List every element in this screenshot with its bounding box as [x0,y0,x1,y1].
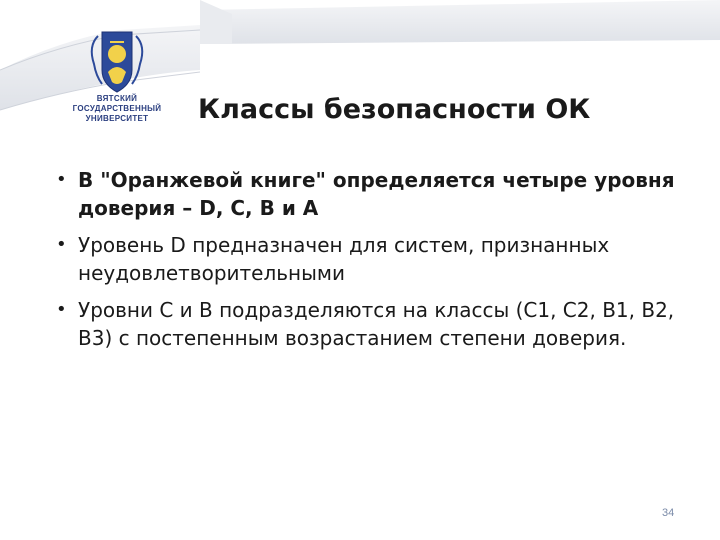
bullet-item-2 [48,231,688,287]
logo-line-2: ГОСУДАРСТВЕННЫЙ [72,104,162,113]
bullet-text-3: Уровни C и B подразделяются на классы (C1, C2, B1, B2, B3) с постепенным возрастанием степени доверия. [78,298,675,350]
university-logo-text [58,94,176,124]
page-number: 34 [662,507,675,519]
bullet-item-1 [48,166,688,222]
logo-line-3: УНИВЕРСИТЕТ [85,114,149,123]
bullet-dot-icon: • [56,169,67,190]
bullet-item-3 [48,296,688,352]
bullet-list [48,166,688,361]
slide-title: Классы безопасности ОК [198,94,591,125]
bullet-text-2: Уровень D предназначен для систем, признанных неудовлетворительными [78,233,610,285]
bullet-text-1: В "Оранжевой книге" определяется четыре уровня доверия – D, C, B и A [78,168,675,220]
logo-line-1: ВЯТСКИЙ [96,94,138,103]
bullet-dot-icon: • [56,234,67,255]
bullet-dot-icon: • [56,299,67,320]
